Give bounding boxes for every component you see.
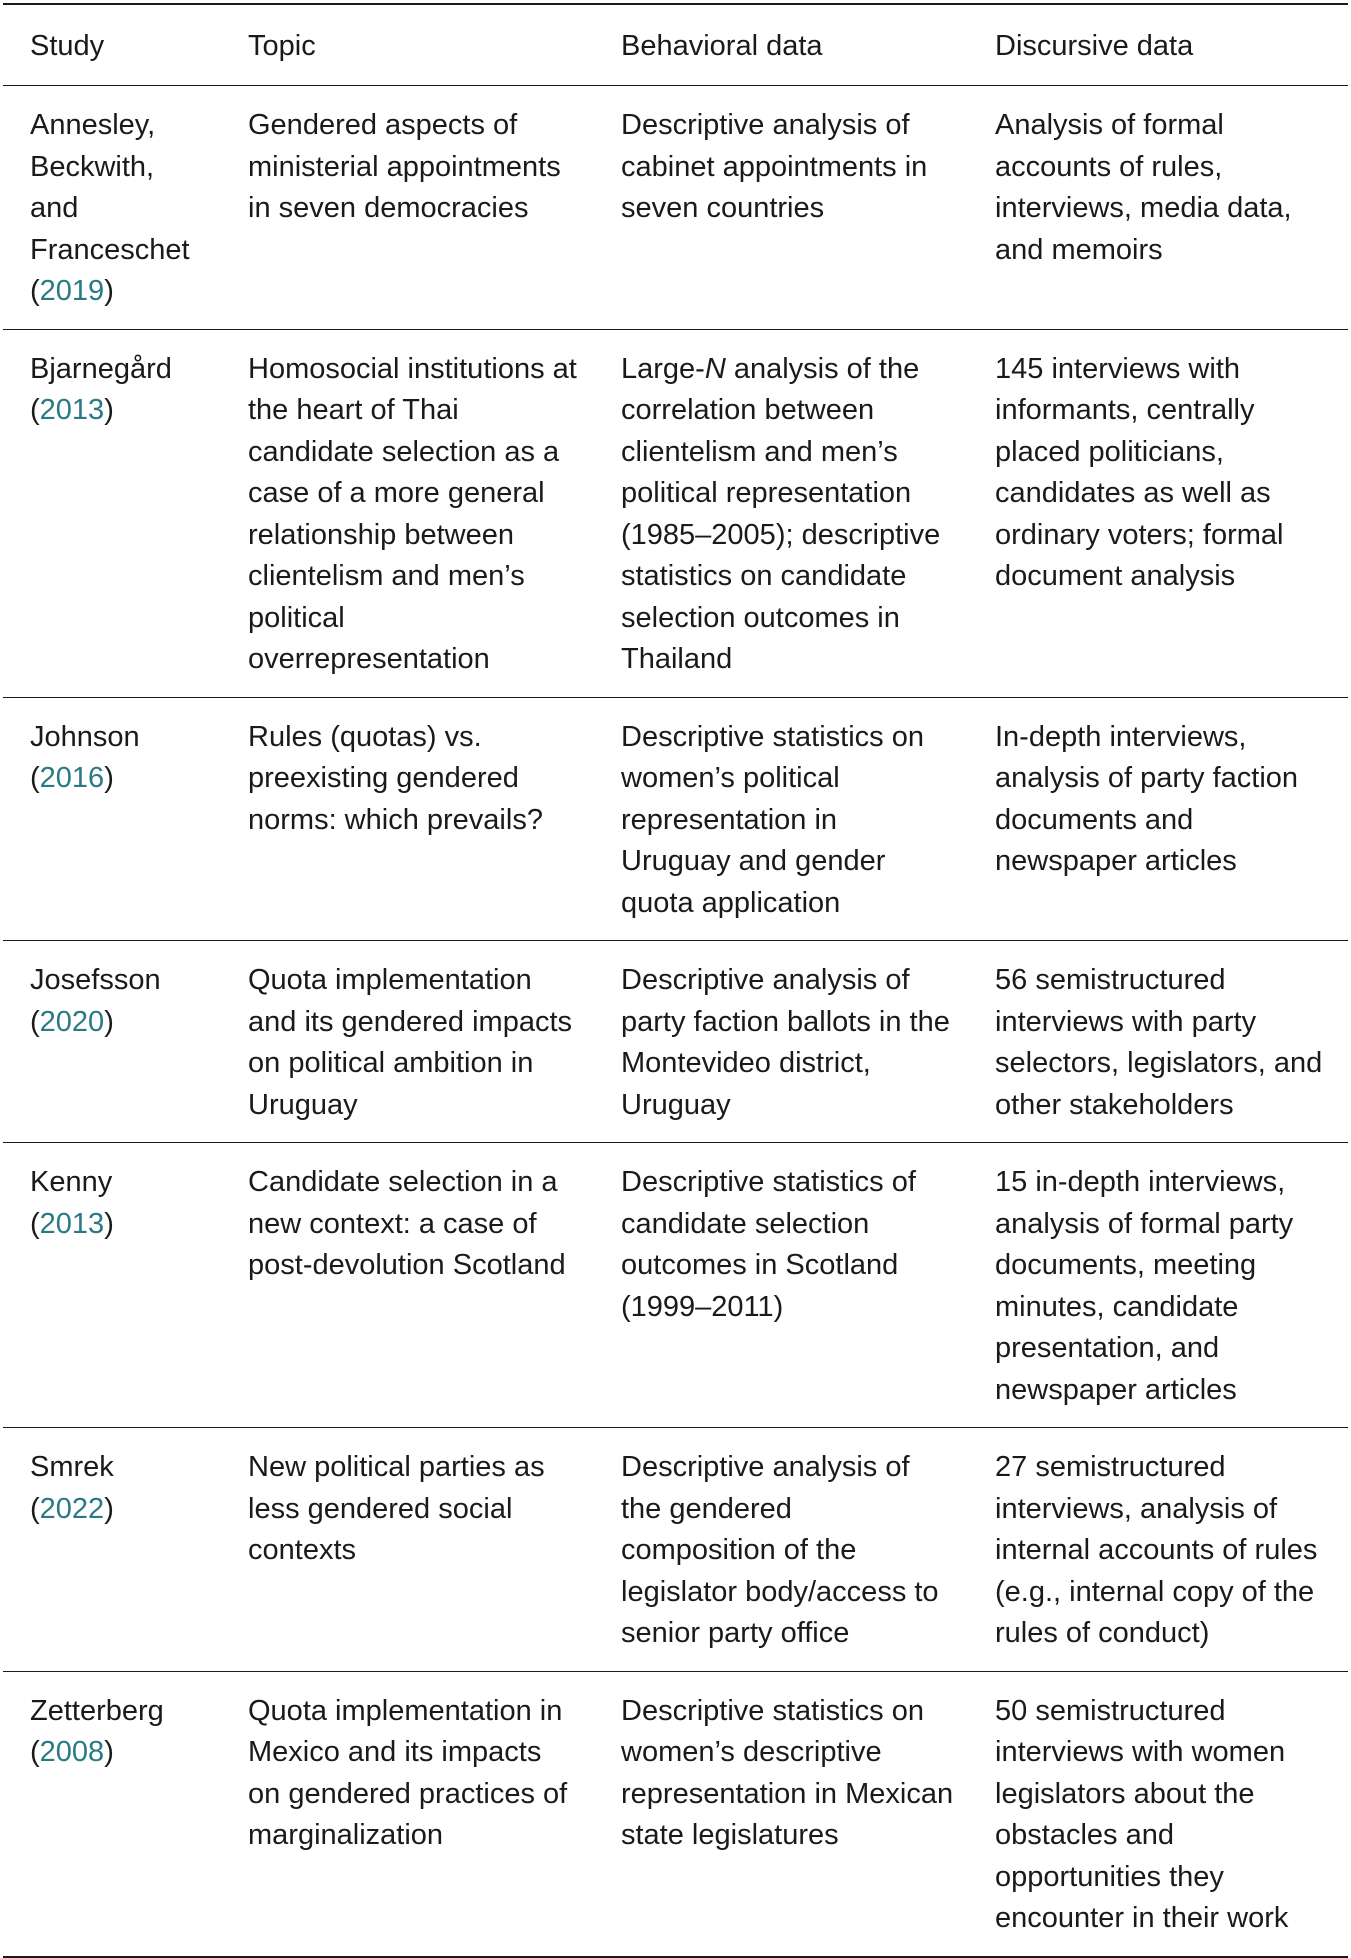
topic-cell: Quota implementation and its gendered impacts on political ambition in Uruguay [248,964,573,1121]
study-cell: Annesley, Beckwith, and Franceschet (2019) [30,109,190,307]
header-study: Study [30,30,105,62]
header-behavioral-data: Behavioral data [621,30,823,62]
behavioral-text: Descriptive statistics on women’s descriptive representation in Mexican state legislatures [621,1694,954,1851]
table-row [3,329,1348,697]
header-discursive-data: Discursive data [995,30,1194,62]
table-row [3,86,1348,330]
table-row [3,1143,1348,1428]
table-row [3,941,1348,1143]
behavioral-text: Descriptive analysis of cabinet appointments in seven countries [621,109,928,224]
author: Annesley, Beckwith, and Franceschet [30,109,190,266]
year-link[interactable]: 2008 [39,1736,105,1768]
discursive-cell: 15 in-depth interviews, analysis of formal party documents, meeting minutes, candidate presentation, and newspaper articles [995,1166,1294,1406]
author: Kenny [30,1166,113,1198]
studies-table [3,3,1348,1958]
behavioral-text: Descriptive statistics of candidate selection outcomes in Scotland (1999–2011) [621,1166,916,1323]
table-row [3,697,1348,941]
discursive-cell: 56 semistructured interviews with party selectors, legislators, and other stakeholders [995,964,1323,1121]
topic-cell: Gendered aspects of ministerial appointments in seven democracies [248,109,561,224]
header-topic: Topic [248,30,316,62]
behavioral-cell [594,1671,968,1957]
year-link[interactable]: 2022 [39,1492,105,1525]
behavioral-cell [594,941,968,1143]
discursive-cell: 50 semistructured interviews with women legislators about the obstacles and opportunities they encounter in their work [995,1694,1289,1934]
topic-cell: Quota implementation in Mexico and its impacts on gendered practices of marginalization [248,1694,568,1851]
year-link[interactable]: 2013 [39,394,105,426]
studies-table-container [3,3,1348,1958]
year-link[interactable]: 2013 [39,1207,105,1240]
discursive-cell: 145 interviews with informants, centrally placed politicians, candidates as well as ordinary voters; formal document analysis [995,352,1284,592]
behavioral-cell [594,1143,968,1428]
behavioral-italic: N [704,352,726,385]
topic-cell: New political parties as less gendered social contexts [248,1451,545,1566]
table-row [3,1428,1348,1672]
topic-cell: Rules (quotas) vs. preexisting gendered norms: which prevails? [248,720,543,836]
author: Bjarnegård [30,352,172,385]
study-cell: Smrek (2022) [30,1451,114,1525]
topic-cell: Candidate selection in a new context: a case of post-devolution Scotland [248,1166,566,1281]
behavioral-text-rest: analysis of the correlation between clientelism and men’s political representation (1985–2005); descriptive statistics on candidate selection outcomes in Thailand [621,352,941,675]
author: Josefsson [30,964,161,996]
behavioral-cell [594,329,968,697]
table-body [3,86,1348,1957]
discursive-cell: Analysis of formal accounts of rules, interviews, media data, and memoirs [995,109,1292,266]
year-link[interactable]: 2020 [39,1005,105,1038]
discursive-cell: In-depth interviews, analysis of party faction documents and newspaper articles [995,720,1299,877]
discursive-cell: 27 semistructured interviews, analysis of internal accounts of rules (e.g., internal copy of the rules of conduct) [995,1451,1318,1649]
table-row [3,1671,1348,1957]
author: Zetterberg [30,1694,164,1727]
behavioral-cell [594,1428,968,1672]
study-cell: Kenny (2013) [30,1166,114,1240]
study-cell: Johnson (2016) [30,720,140,794]
behavioral-text: Descriptive analysis of the gendered composition of the legislator body/access to senior party office [621,1451,939,1649]
study-cell: Zetterberg (2008) [30,1694,164,1768]
topic-cell: Homosocial institutions at the heart of Thai candidate selection as a case of a more general relationship between clientelism and men’s political overrepresentation [248,352,577,675]
behavioral-text: Descriptive statistics on women’s political representation in Uruguay and gender quota application [621,720,924,919]
author: Johnson [30,720,140,753]
year-link[interactable]: 2019 [39,275,105,307]
study-cell: Bjarnegård (2013) [30,352,172,426]
behavioral-text: Descriptive analysis of party faction ballots in the Montevideo district, Uruguay [621,964,950,1121]
behavioral-text: Large- [621,352,705,385]
behavioral-cell [594,86,968,330]
author: Smrek [30,1451,114,1483]
study-cell: Josefsson (2020) [30,964,161,1038]
behavioral-cell [594,697,968,941]
table-header-row [3,4,1348,86]
year-link[interactable]: 2016 [39,762,105,794]
